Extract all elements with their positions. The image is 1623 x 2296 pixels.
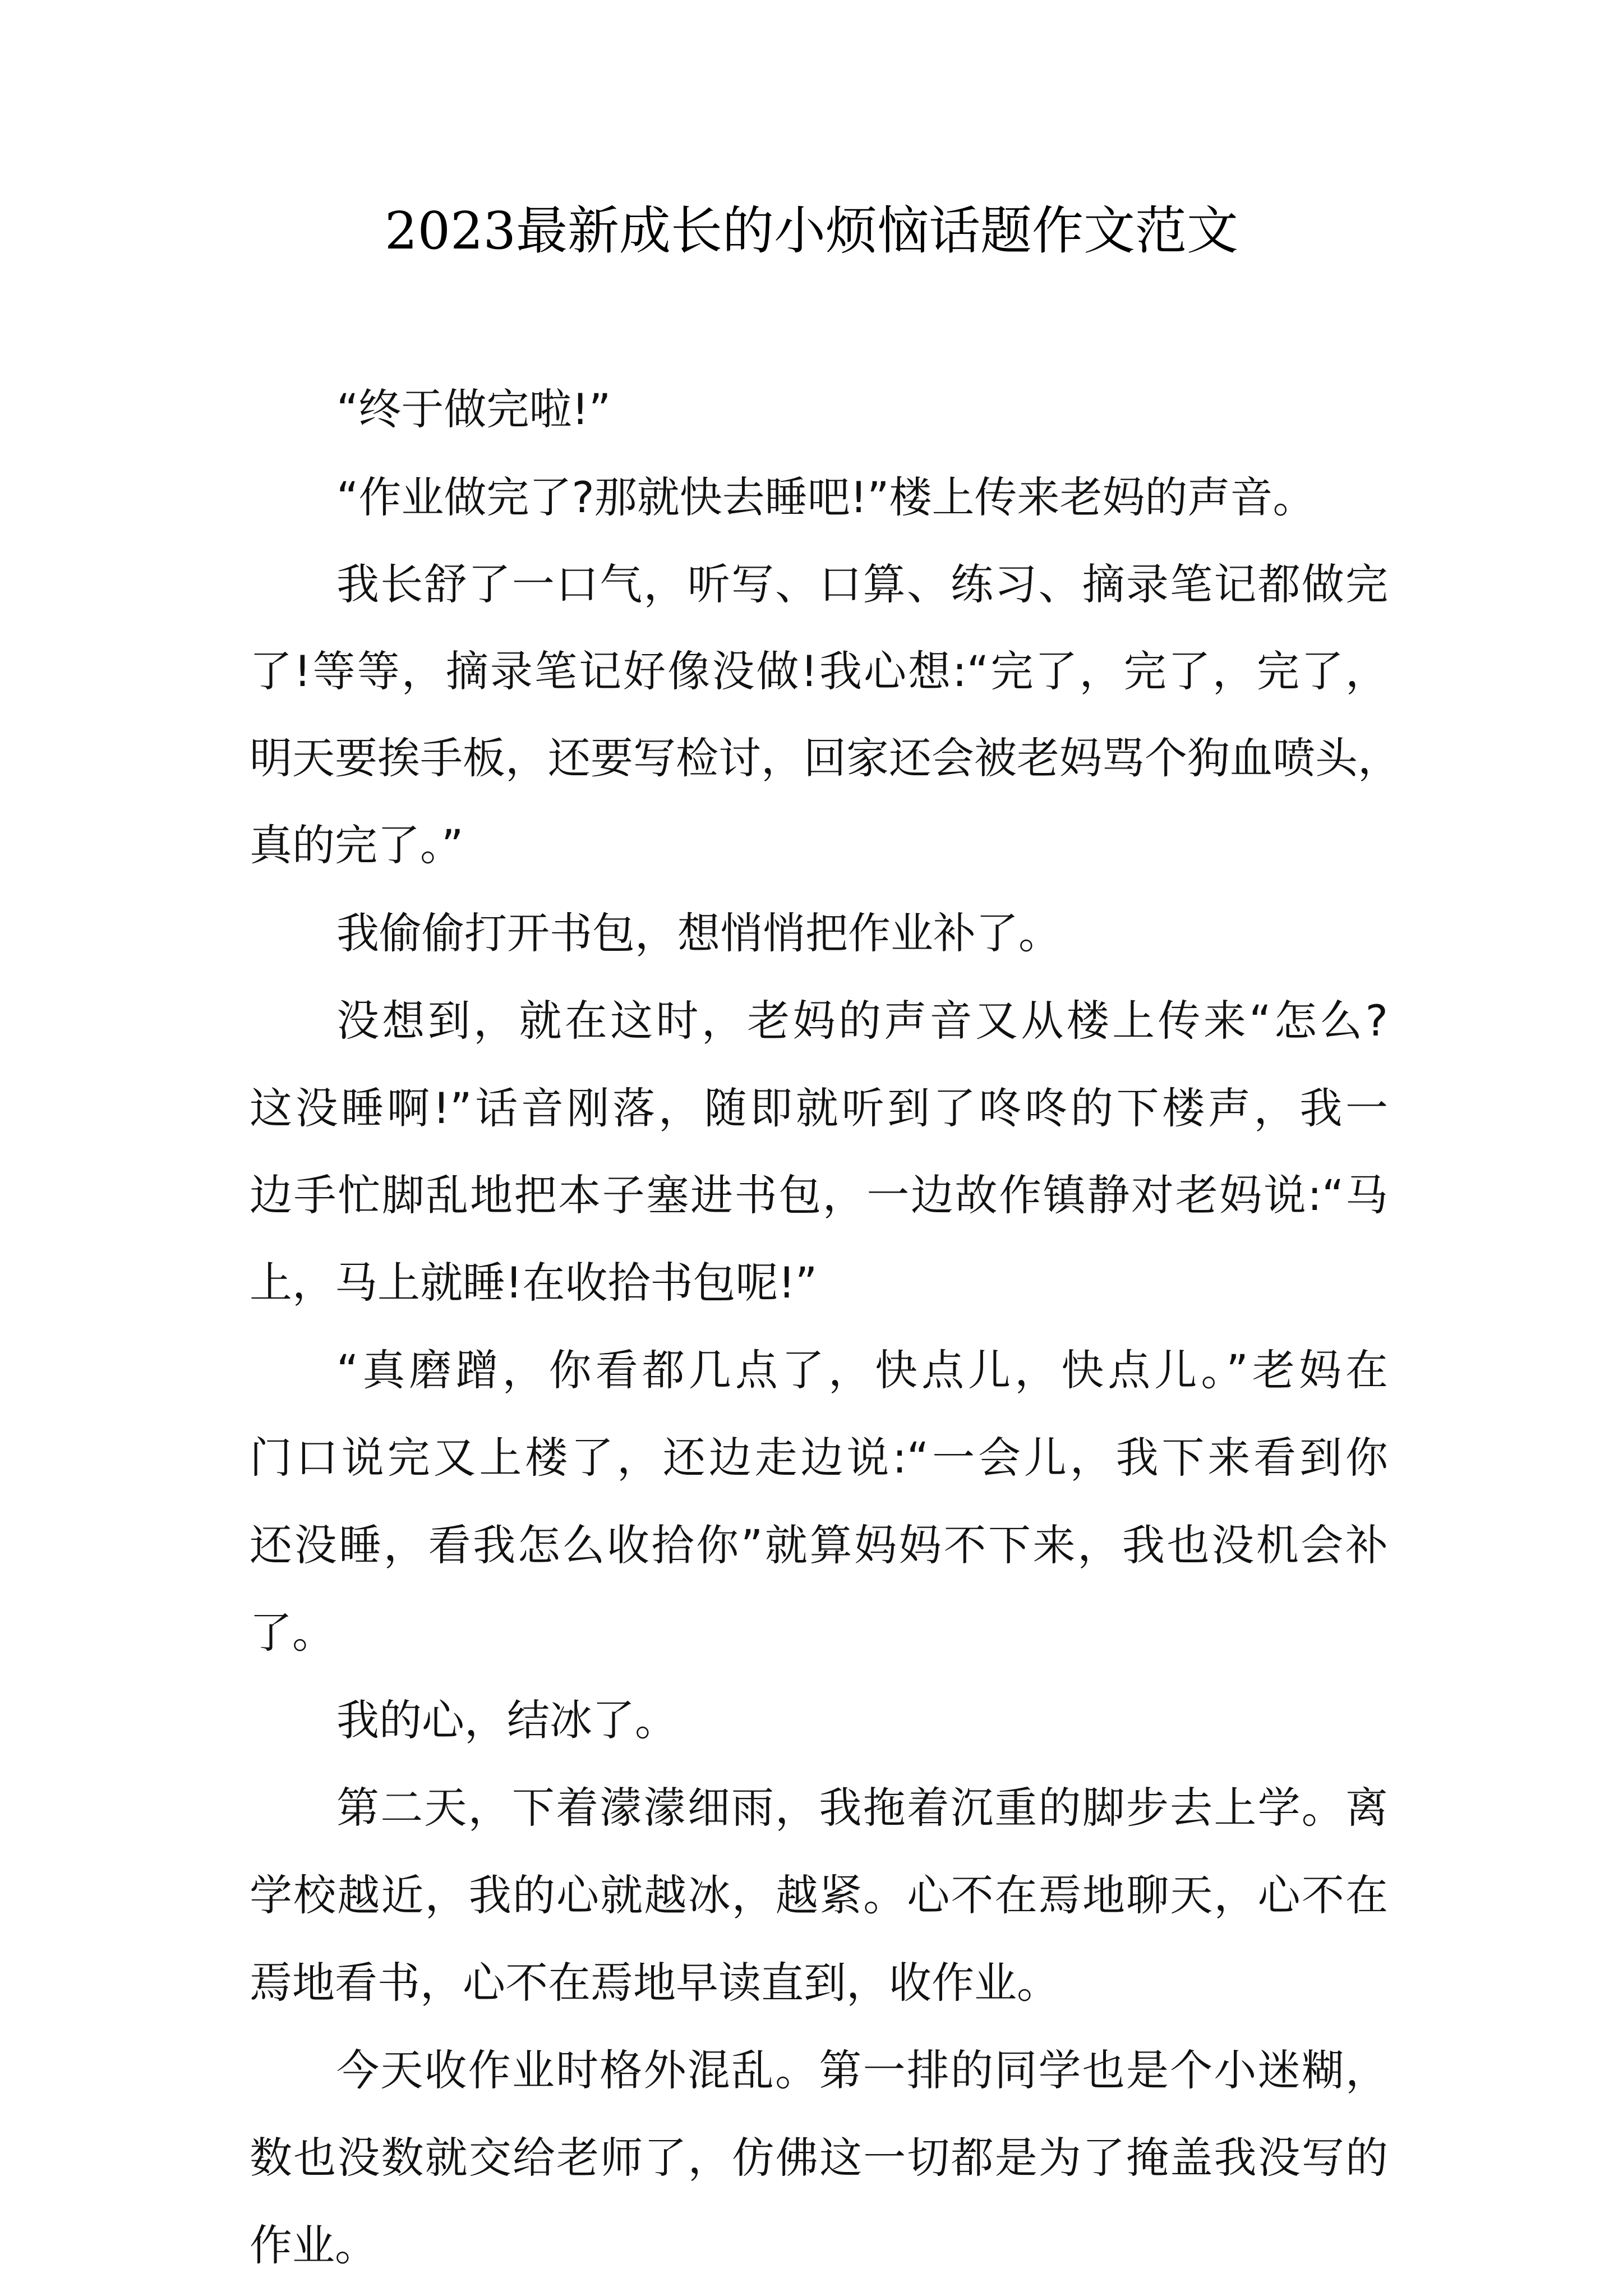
text-line: 真的完了。” (250, 820, 464, 870)
text-line: 门口说完又上楼了，还边走边说:“一会儿，我下来看到你 (250, 1433, 1388, 1483)
text-line: “终于做完啦!” (336, 384, 611, 434)
text-line: 了!等等，摘录笔记好像没做!我心想:“完了，完了，完了， (250, 646, 1388, 696)
text-line: 第二天，下着濛濛细雨，我拖着沉重的脚步去上学。离 (336, 1783, 1388, 1833)
text-line: 我的心，结冰了。 (336, 1695, 677, 1745)
text-line: 明天要挨手板，还要写检讨，回家还会被老妈骂个狗血喷头， (250, 733, 1400, 783)
text-line: 焉地看书，心不在焉地早读直到，收作业。 (250, 1958, 1059, 2008)
text-line: 作业。 (250, 2220, 377, 2270)
text-line: 还没睡，看我怎么收拾你”就算妈妈不下来，我也没机会补 (250, 1520, 1388, 1570)
text-line: “作业做完了?那就快去睡吧!”楼上传来老妈的声音。 (336, 472, 1316, 522)
text-line: 学校越近，我的心就越冰，越紧。心不在焉地聊天，心不在 (250, 1870, 1388, 1920)
text-line: 边手忙脚乱地把本子塞进书包，一边故作镇静对老妈说:“马 (250, 1170, 1388, 1220)
text-line: 上，马上就睡!在收拾书包呢!” (250, 1258, 818, 1308)
text-line: 今天收作业时格外混乱。第一排的同学也是个小迷糊， (336, 2045, 1388, 2095)
text-line: 我长舒了一口气，听写、口算、练习、摘录笔记都做完 (336, 559, 1388, 609)
text-line: 了。 (250, 1608, 335, 1658)
text-line: 数也没数就交给老师了，仿佛这一切都是为了掩盖我没写的 (250, 2133, 1388, 2183)
text-line: “真磨蹭，你看都几点了，快点儿，快点儿。”老妈在 (336, 1345, 1388, 1395)
document-title: 2023最新成长的小烦恼话题作文范文 (384, 201, 1239, 261)
text-line: 这没睡啊!”话音刚落，随即就听到了咚咚的下楼声，我一 (250, 1083, 1388, 1133)
text-line: 我偷偷打开书包，想悄悄把作业补了。 (336, 908, 1061, 958)
text-line: 没想到，就在这时，老妈的声音又从楼上传来“怎么? (336, 996, 1388, 1046)
